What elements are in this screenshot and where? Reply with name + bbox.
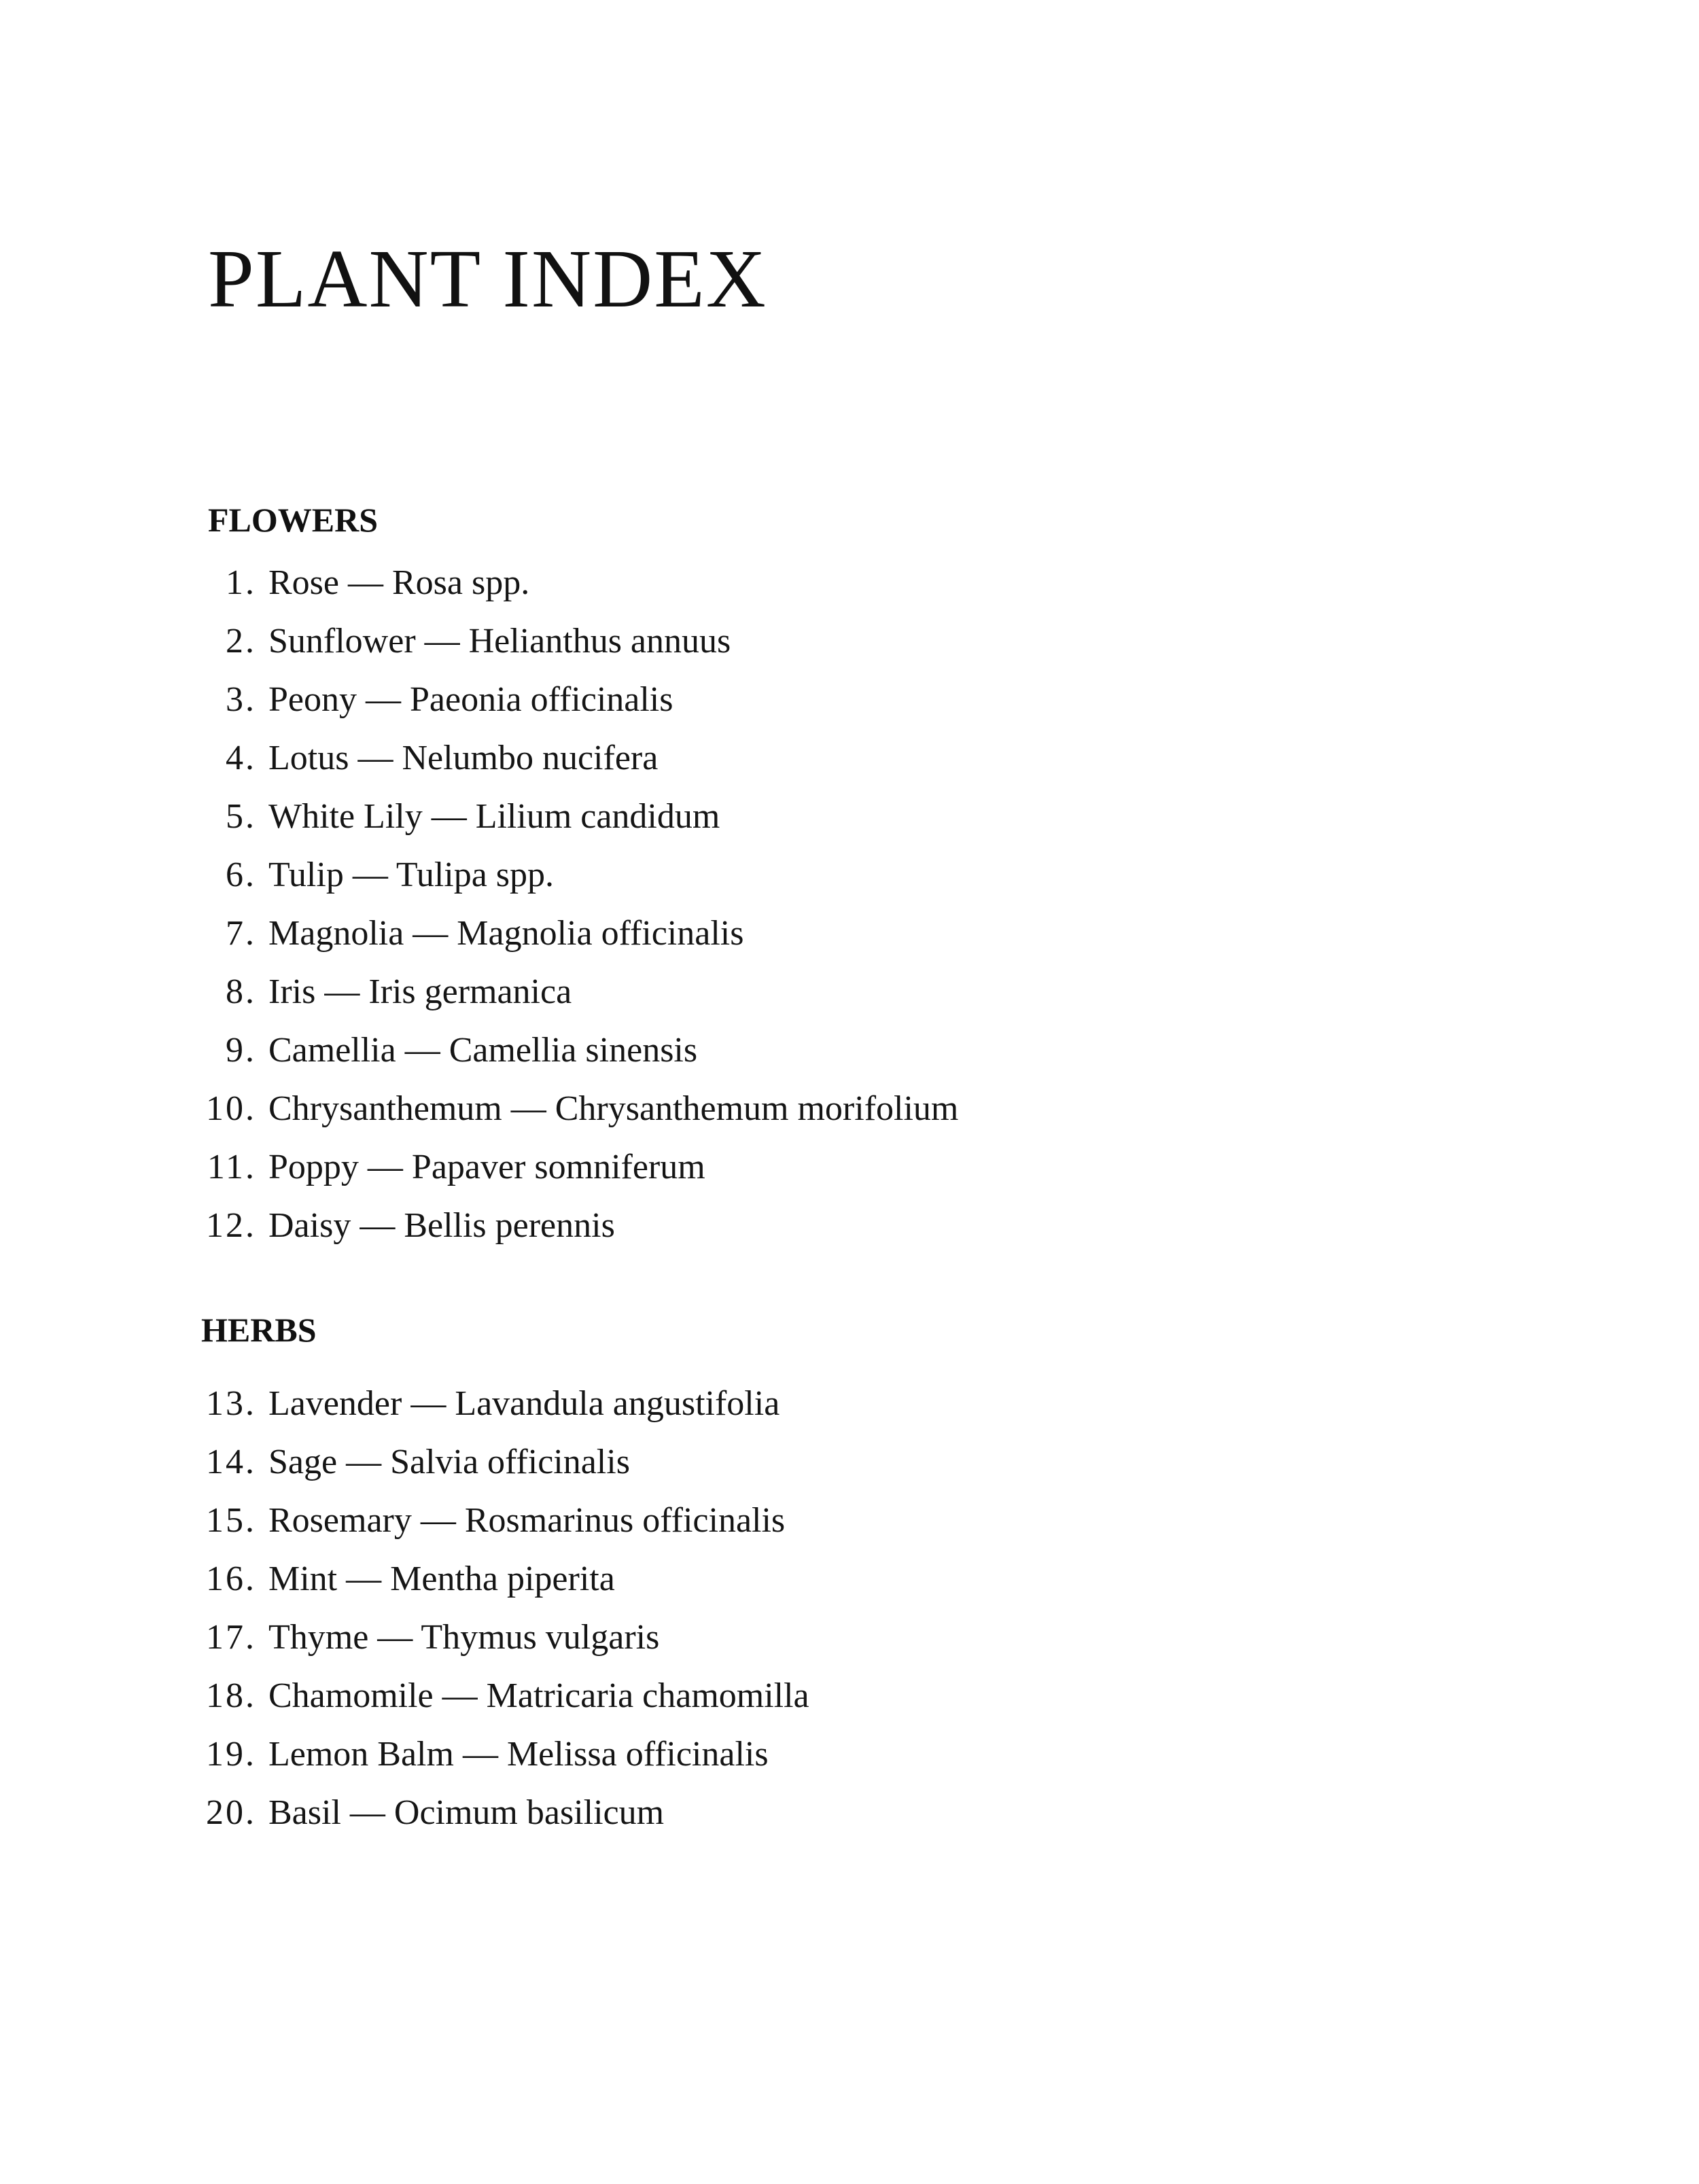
list-item bbox=[0, 1667, 1699, 1725]
entry-text: Tulip — Tulipa spp. bbox=[268, 856, 555, 894]
list-item bbox=[0, 963, 1699, 1021]
list-item bbox=[0, 671, 1699, 729]
entry-number: 6. bbox=[226, 856, 256, 894]
list-item bbox=[0, 1550, 1699, 1608]
entry-text: Rose — Rosa spp. bbox=[268, 563, 530, 602]
entry-number: 7. bbox=[226, 914, 256, 953]
list-item bbox=[0, 904, 1699, 963]
list-item bbox=[0, 1608, 1699, 1667]
list-item bbox=[0, 554, 1699, 612]
entry-text: Lotus — Nelumbo nucifera bbox=[268, 739, 659, 777]
entry-text: Thyme — Thymus vulgaris bbox=[268, 1618, 660, 1657]
list-item bbox=[0, 788, 1699, 846]
entry-number: 12. bbox=[206, 1206, 256, 1245]
list-item bbox=[0, 1021, 1699, 1080]
entry-number: 8. bbox=[226, 972, 256, 1011]
entry-text: White Lily — Lilium candidum bbox=[268, 797, 720, 836]
entry-number: 14. bbox=[206, 1443, 256, 1481]
entry-number: 3. bbox=[226, 680, 256, 719]
list-item bbox=[0, 1080, 1699, 1138]
entry-list bbox=[0, 1375, 1699, 1842]
list-item bbox=[0, 1725, 1699, 1784]
list-item bbox=[0, 612, 1699, 671]
entry-text: Mint — Mentha piperita bbox=[268, 1560, 615, 1598]
entry-number: 17. bbox=[206, 1618, 256, 1657]
list-item bbox=[0, 729, 1699, 788]
entry-text: Peony — Paeonia officinalis bbox=[268, 680, 673, 719]
entry-number: 1. bbox=[226, 563, 256, 602]
entry-number: 11. bbox=[207, 1148, 256, 1186]
entry-number: 10. bbox=[206, 1089, 256, 1128]
entry-list bbox=[0, 554, 1699, 1255]
list-item bbox=[0, 846, 1699, 904]
entry-number: 15. bbox=[206, 1501, 256, 1540]
entry-text: Lemon Balm — Melissa officinalis bbox=[268, 1735, 769, 1774]
list-item bbox=[0, 1492, 1699, 1550]
entry-number: 13. bbox=[206, 1384, 256, 1423]
entry-text: Daisy — Bellis perennis bbox=[268, 1206, 615, 1245]
entry-text: Sunflower — Helianthus annuus bbox=[268, 622, 731, 661]
section-heading: HERBS bbox=[201, 1311, 317, 1349]
entry-number: 2. bbox=[226, 622, 256, 661]
list-item bbox=[0, 1433, 1699, 1492]
entry-text: Chamomile — Matricaria chamomilla bbox=[268, 1676, 809, 1715]
entry-text: Sage — Salvia officinalis bbox=[268, 1443, 630, 1481]
entry-text: Iris — Iris germanica bbox=[268, 972, 572, 1011]
entry-text: Basil — Ocimum basilicum bbox=[268, 1793, 665, 1832]
entry-text: Lavender — Lavandula angustifolia bbox=[268, 1384, 780, 1423]
entry-text: Rosemary — Rosmarinus officinalis bbox=[268, 1501, 786, 1540]
entry-number: 9. bbox=[226, 1031, 256, 1070]
section-heading: FLOWERS bbox=[208, 501, 379, 539]
page-title: PLANT INDEX bbox=[208, 233, 767, 325]
entry-number: 16. bbox=[206, 1560, 256, 1598]
list-item bbox=[0, 1784, 1699, 1842]
entry-text: Magnolia — Magnolia officinalis bbox=[268, 914, 744, 953]
entry-number: 5. bbox=[226, 797, 256, 836]
entry-number: 4. bbox=[226, 739, 256, 777]
list-item bbox=[0, 1375, 1699, 1433]
entry-number: 20. bbox=[206, 1793, 256, 1832]
entry-number: 18. bbox=[206, 1676, 256, 1715]
list-item bbox=[0, 1138, 1699, 1197]
list-item bbox=[0, 1197, 1699, 1255]
entry-text: Poppy — Papaver somniferum bbox=[268, 1148, 705, 1186]
entry-number: 19. bbox=[206, 1735, 256, 1774]
entry-text: Camellia — Camellia sinensis bbox=[268, 1031, 698, 1070]
entry-text: Chrysanthemum — Chrysanthemum morifolium bbox=[268, 1089, 959, 1128]
